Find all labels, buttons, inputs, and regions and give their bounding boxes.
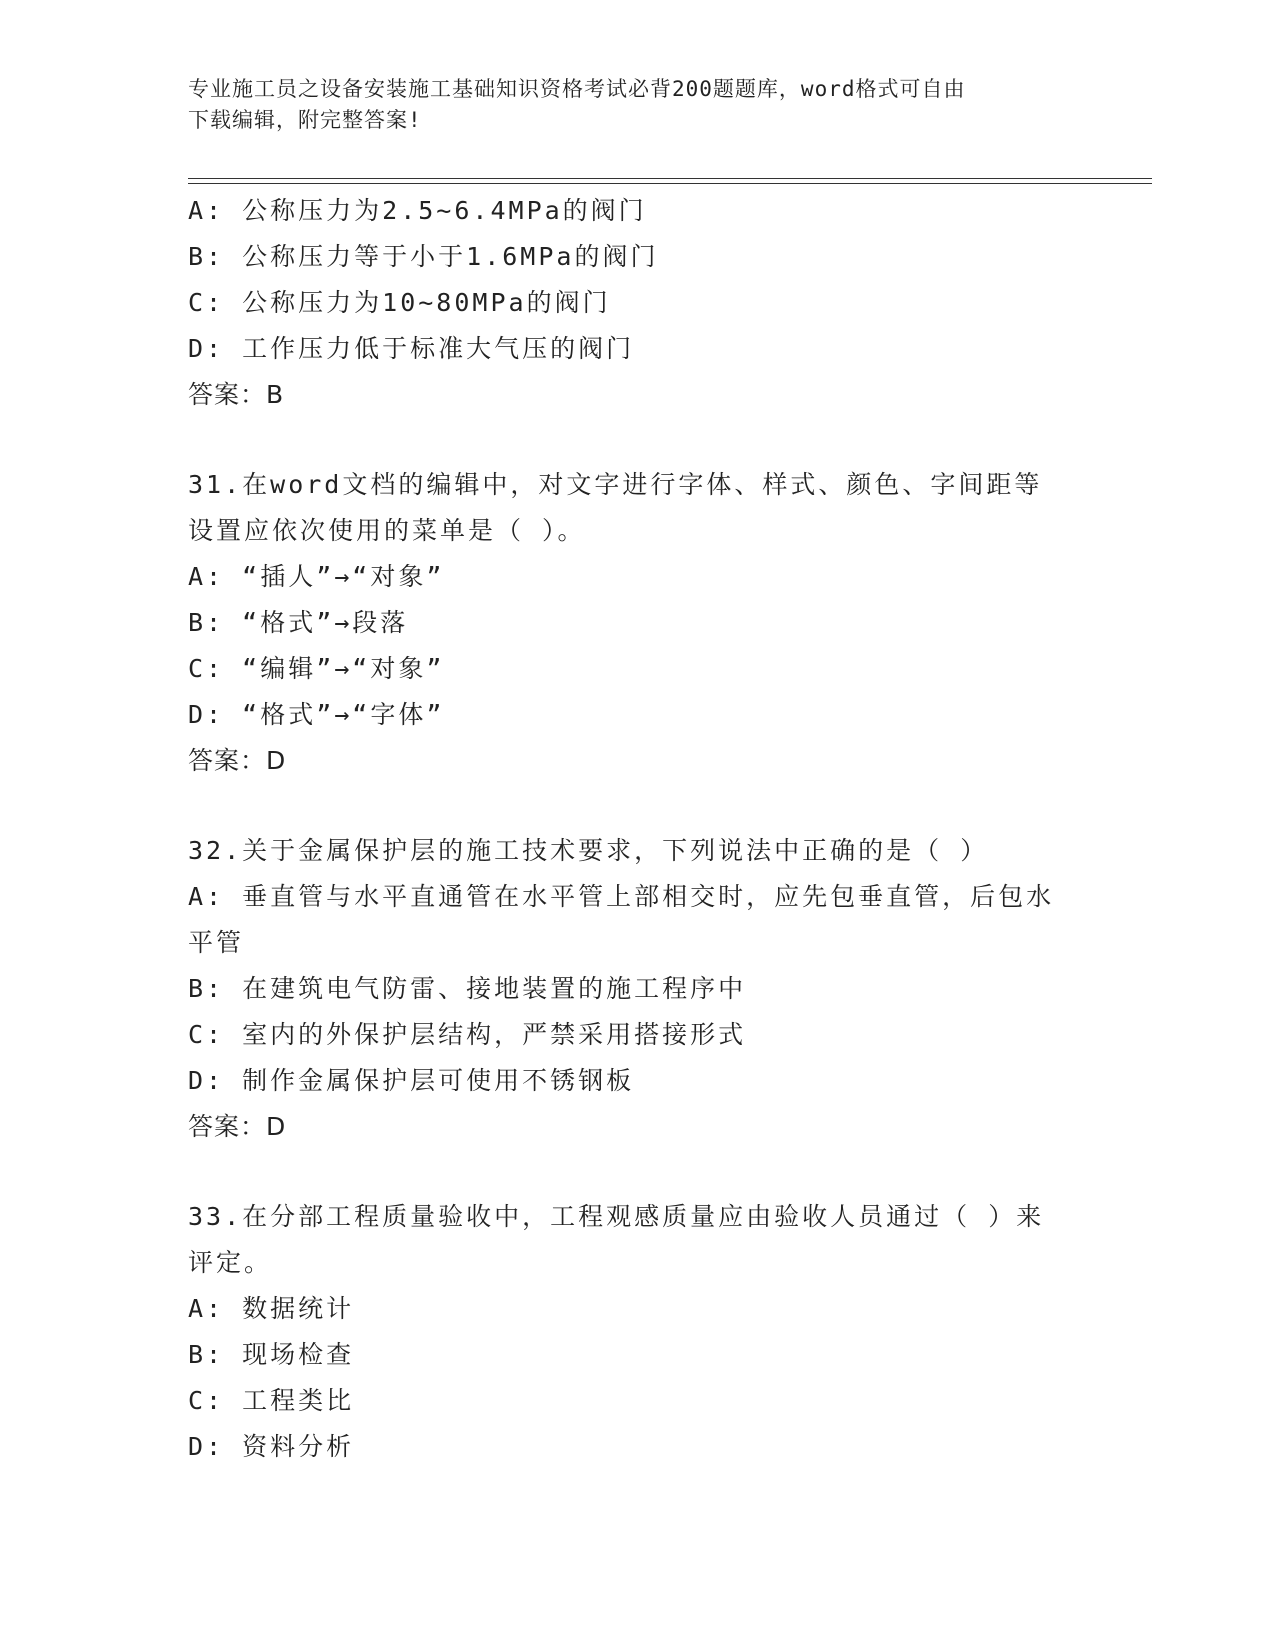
option-d: D: 制作金属保护层可使用不锈钢板 xyxy=(188,1066,635,1095)
question-stem: 33.在分部工程质量验收中，工程观感质量应由验收人员通过（ ）来 xyxy=(188,1202,1045,1231)
question-stem-continued: 设置应依次使用的菜单是（ ）。 xyxy=(188,516,586,545)
question-stem: 32.关于金属保护层的施工技术要求，下列说法中正确的是（ ） xyxy=(188,836,989,865)
answer: 答案：B xyxy=(188,380,285,409)
option-d: D: 资料分析 xyxy=(188,1432,355,1461)
spacer xyxy=(188,418,1088,462)
answer: 答案：D xyxy=(188,1112,287,1141)
option-a: A: 公称压力为2.5~6.4MPa的阀门 xyxy=(188,196,647,225)
document-header xyxy=(188,74,1068,136)
spacer xyxy=(188,1150,1088,1194)
header-divider-bottom xyxy=(188,183,1152,184)
header-line-1: 专业施工员之设备安装施工基础知识资格考试必背200题题库，word格式可自由 xyxy=(188,77,966,101)
question-31 xyxy=(188,462,1088,784)
option-d: D: 工作压力低于标准大气压的阀门 xyxy=(188,334,635,363)
option-a: A: 垂直管与水平直通管在水平管上部相交时，应先包垂直管，后包水 xyxy=(188,882,1055,911)
question-stem-continued: 评定。 xyxy=(188,1248,273,1277)
option-b: B: 公称压力等于小于1.6MPa的阀门 xyxy=(188,242,659,271)
header-divider-top xyxy=(188,178,1152,179)
question-32 xyxy=(188,828,1088,1150)
spacer xyxy=(188,784,1088,828)
answer: 答案：D xyxy=(188,746,287,775)
option-a: A: 数据统计 xyxy=(188,1294,355,1323)
question-33 xyxy=(188,1194,1088,1470)
option-c: C: “编辑”→“对象” xyxy=(188,654,445,683)
option-c: C: 公称压力为10~80MPa的阀门 xyxy=(188,288,611,317)
option-c: C: 室内的外保护层结构，严禁采用搭接形式 xyxy=(188,1020,747,1049)
header-line-2: 下载编辑，附完整答案! xyxy=(188,108,422,132)
option-a-continued: 平管 xyxy=(188,928,245,957)
option-b: B: 在建筑电气防雷、接地装置的施工程序中 xyxy=(188,974,747,1003)
option-c: C: 工程类比 xyxy=(188,1386,355,1415)
option-b: B: “格式”→段落 xyxy=(188,608,409,637)
option-b: B: 现场检查 xyxy=(188,1340,355,1369)
question-stem: 31.在word文档的编辑中，对文字进行字体、样式、颜色、字间距等 xyxy=(188,470,1043,499)
option-a: A: “插人”→“对象” xyxy=(188,562,445,591)
question-list xyxy=(188,188,1088,1470)
question-30 xyxy=(188,188,1088,418)
option-d: D: “格式”→“字体” xyxy=(188,700,445,729)
